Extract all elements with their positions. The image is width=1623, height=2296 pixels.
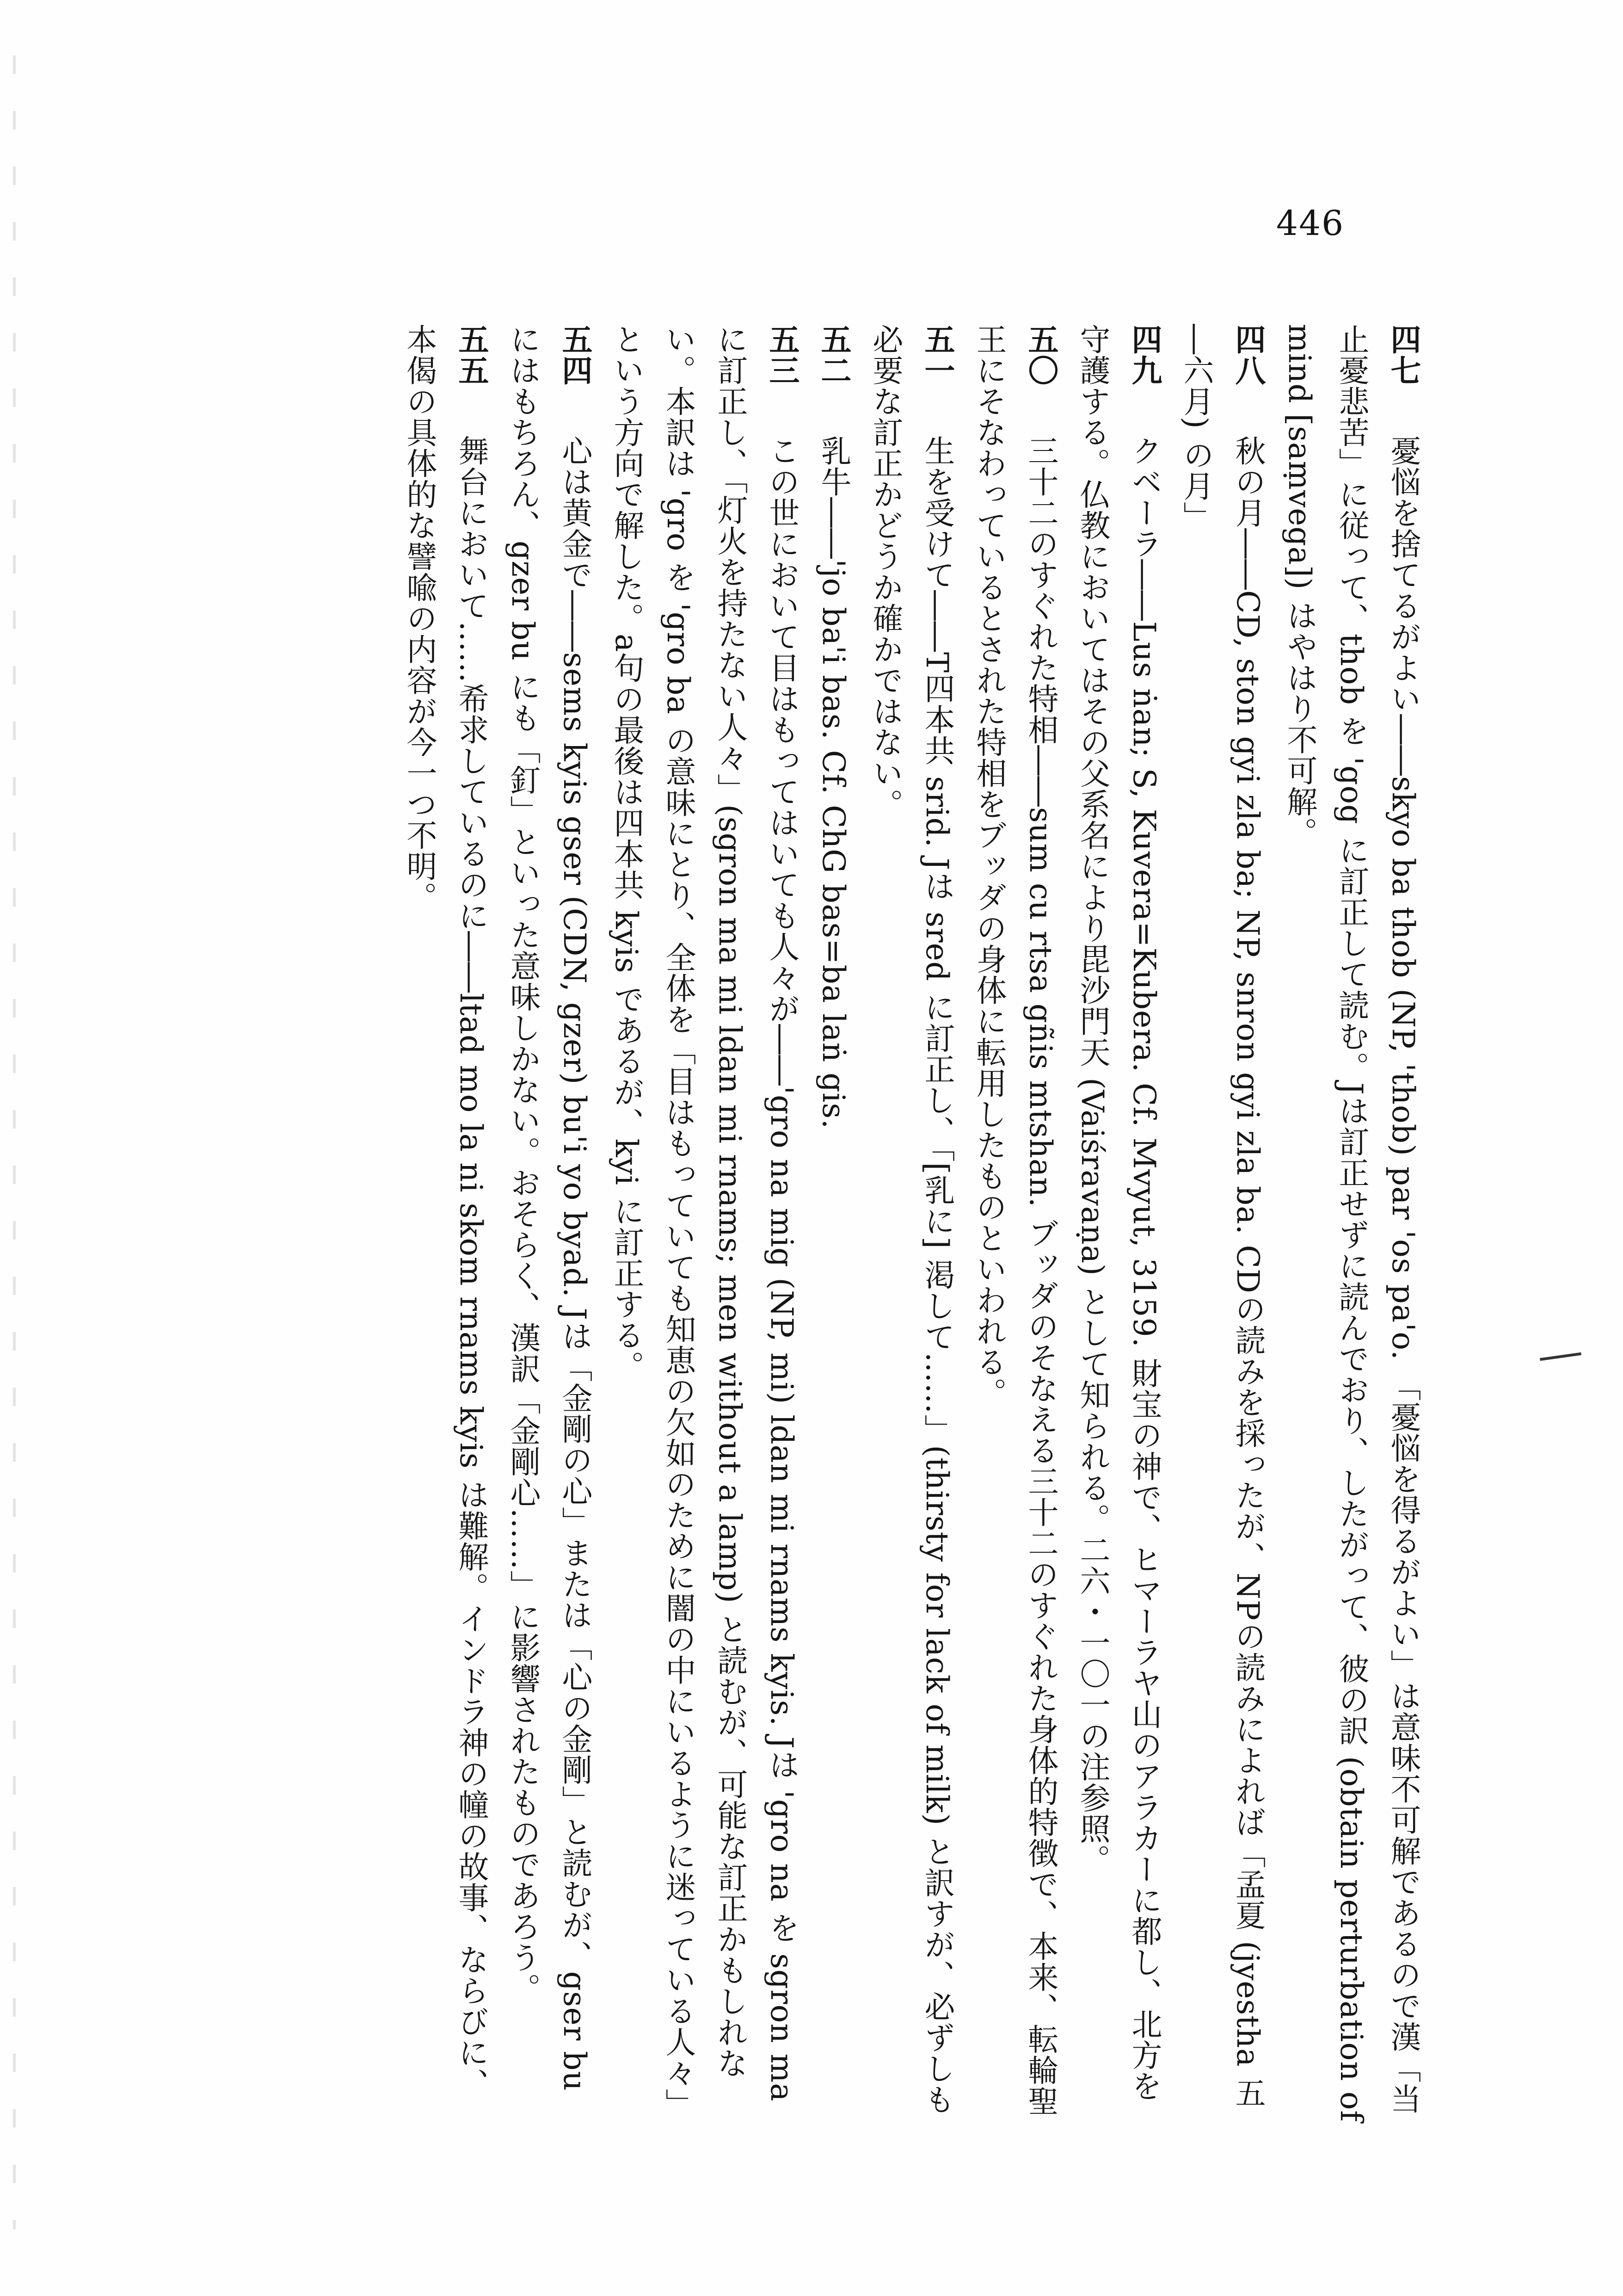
note-body: 乳牛――'jo ba'i bas. Cf. ChG bas=ba laṅ gis. — [816, 435, 851, 1129]
note-body: 生を受けて――T四本共 srid. Jは sred に訂正し、「[乳に] 渇して……」(thirsty for lack of milk) と訳すが、必ずしも必要な訂正かどうか確かではない。 — [867, 324, 955, 2115]
note-number: 四八 — [1230, 324, 1266, 386]
note-51 — [859, 324, 963, 2128]
note-52 — [807, 324, 859, 2128]
note-body: クベーラ――Lus ṅan; S, Kuvera=Kubera. Cf. Mvyut, 3159. 財宝の神で、ヒマーラヤ山のアラカーに都し、北方を守護する。仏教においてはその父系名により毘沙門天 (Vaiśravaṇa) として知られる。二六・一〇一の注参照。 — [1075, 324, 1162, 2102]
notes-text-block — [153, 324, 1429, 2128]
note-47 — [1273, 324, 1429, 2128]
note-number: 五三 — [764, 324, 799, 386]
note-body: 憂悩を捨てるがよい――skyo ba thob (NP, 'thob) par 'os pa'o. 「憂悩を得るがよい」は意味不可解であるので漢「当止憂悲苦」に従って、thob を 'gog に訂正して読む。Jは訂正せずに読んでおり、したがって、彼の訳 (obtain perturbation of mind [saṃvega]) はやはり不可解。 — [1282, 324, 1421, 2123]
note-54 — [497, 324, 600, 2128]
note-body: 三十二のすぐれた特相――sum cu rtsa gñis mtshan. ブッダのそなえる三十二のすぐれた身体的特徴で、本来、転輪聖王にそなわっているとされた特相をブッダの身体に転用したものといわれる。 — [971, 324, 1058, 2117]
note-body: 心は黄金で――sems kyis gser (CDN, gzer) bu'i yo byad. Jは「金剛の心」または「心の金剛」と読むが、gser bu にはもちろん、gzer bu にも「釘」といった意味しかない。おそらく、漢訳「金剛心……」に影響されたものであろう。 — [505, 324, 592, 2092]
note-number: 四九 — [1126, 324, 1162, 386]
note-49 — [1066, 324, 1170, 2128]
binding-edge-artifact — [13, 56, 16, 2229]
note-53 — [600, 324, 807, 2128]
page-number: 446 — [1276, 204, 1345, 243]
note-number: 五五 — [453, 324, 489, 386]
note-50 — [963, 324, 1066, 2128]
note-number: 四七 — [1385, 324, 1421, 386]
note-body: 秋の月――CD, ston gyi zla ba; NP, snron gyi zla ba. CDの読みを採ったが、NPの読みによれば「孟夏 (jyestha 五―六月) の月」 — [1178, 324, 1266, 2108]
note-number: 五二 — [816, 324, 851, 386]
stray-pen-mark — [1540, 1352, 1581, 1361]
note-number: 五一 — [919, 324, 955, 386]
note-body: 舞台において……希求しているのに――ltad mo la ni skom rnams kyis は難解。インドラ神の幢の故事、ならびに、本偈の具体的な譬喩の内容が今一つ不明。 — [401, 324, 489, 2099]
note-body: この世において目はもってはいても人々が――'gro na mig (NP, mi) ldan mi rnams kyis. Jは 'gro na を sgron ma に訂正し、「灯火を持たない人々」(sgron ma mi ldan mi rnams; men without a lamp) と読むが、可能な訂正かもしれない。本訳は 'gro を 'gro ba の意味にとり、全体を「目はもっていても知恵の欠如のために闇の中にいるように迷っている人々」という方向で解した。a句の最後は四本共 kyis であるが、kyi に訂正する。 — [609, 324, 799, 2119]
note-48 — [1170, 324, 1273, 2128]
note-number: 五〇 — [1023, 324, 1058, 386]
note-number: 五四 — [557, 324, 592, 386]
note-55 — [393, 324, 497, 2128]
